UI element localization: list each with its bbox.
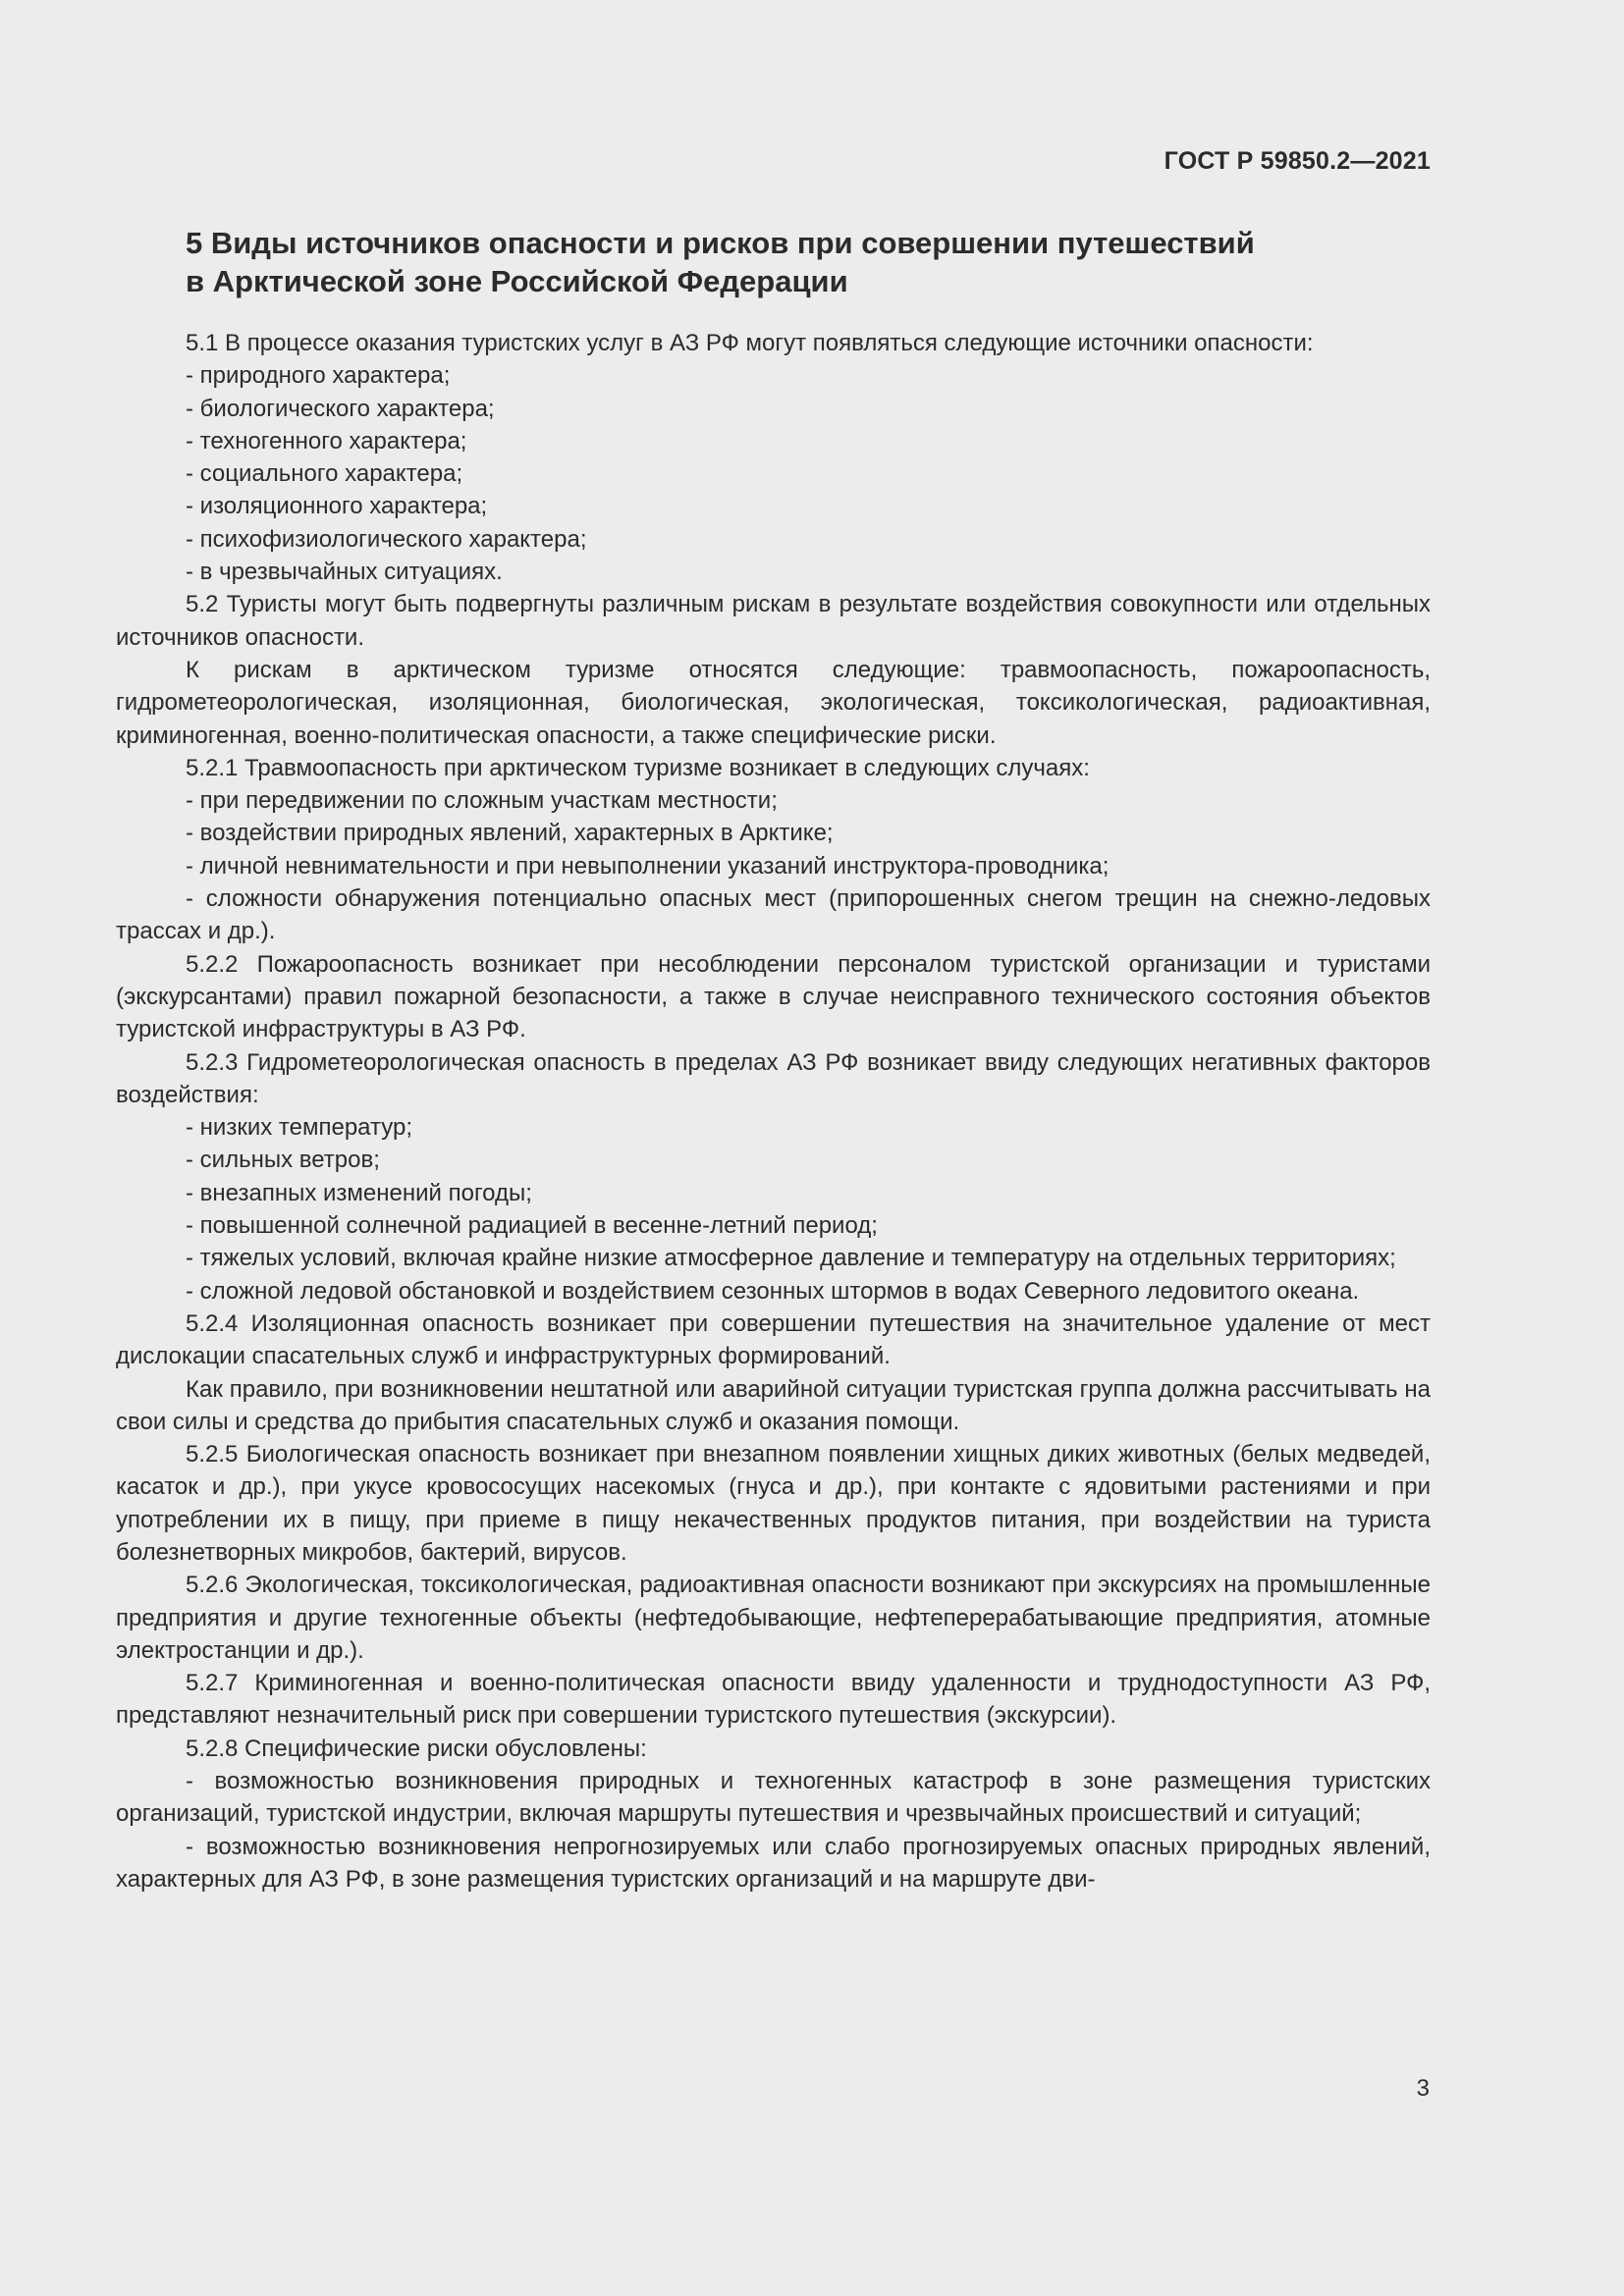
paragraph-5-2-4: 5.2.4 Изоляционная опасность возникает при совершении путешествия на значительное удаление от мест дислокации спасательных служб и инфраструктурных формирований. — [116, 1309, 1431, 1370]
list-item: - в чрезвычайных ситуациях. — [186, 559, 503, 586]
section-title-line-2: в Арктической зоне Российской Федерации — [186, 264, 848, 298]
list-item: - воздействии природных явлений, характерных в Арктике; — [186, 820, 834, 847]
page-number: 3 — [1416, 2075, 1430, 2102]
paragraph: К рискам в арктическом туризме относятся следующие: травмоопасность, пожароопасность, гидрометеорологическая, изоляционная, биологическая, экологическая, токсикологическая, радиоактивная, криминогенная, военно-политическая опасности, а также специфические риски. — [116, 656, 1431, 749]
paragraph-5-2-2: 5.2.2 Пожароопасность возникает при несоблюдении персоналом туристской организации и туристами (экскурсантами) правил пожарной безопасности, а также в случае неисправного технического состояния объектов туристской инфраструктуры в АЗ РФ. — [116, 950, 1431, 1043]
list-item: - при передвижении по сложным участкам местности; — [186, 787, 778, 815]
paragraph-5-2-6: 5.2.6 Экологическая, токсикологическая, радиоактивная опасности возникают при экскурсиях на промышленные предприятия и другие техногенные объекты (нефтедобывающие, нефтеперерабатывающие предприятия, атомные электростанции и др.). — [116, 1572, 1431, 1664]
list-item: - личной невнимательности и при невыполнении указаний инструктора-проводника; — [186, 852, 1110, 880]
list-item: - изоляционного характера; — [186, 493, 488, 520]
list-item: - природного характера; — [186, 362, 451, 390]
paragraph-5-1: 5.1 В процессе оказания туристских услуг в АЗ РФ могут появляться следующие источники опасности: — [186, 330, 1314, 356]
paragraph-5-2-7: 5.2.7 Криминогенная и военно-политическая опасности ввиду удаленности и труднодоступности АЗ РФ, представляют незначительный риск при совершении туристского путешествия (экскурсии). — [116, 1670, 1431, 1730]
list-item: - повышенной солнечной радиацией в весенне-летний период; — [186, 1212, 878, 1240]
document-id: ГОСТ Р 59850.2—2021 — [1164, 147, 1431, 175]
list-item: - внезапных изменений погоды; — [186, 1179, 532, 1206]
list-item: - сложной ледовой обстановкой и воздействием сезонных штормов в водах Северного ледовитого океана. — [186, 1277, 1360, 1305]
section-title — [186, 224, 1423, 300]
paragraph-5-2-8: 5.2.8 Специфические риски обусловлены: — [186, 1735, 647, 1762]
body-text — [116, 327, 1431, 1896]
list-item: - сильных ветров; — [186, 1147, 380, 1174]
list-item: - психофизиологического характера; — [186, 525, 587, 553]
section-title-line-1: 5 Виды источников опасности и рисков при совершении путешествий — [186, 226, 1255, 260]
list-item: - тяжелых условий, включая крайне низкие атмосферное давление и температуру на отдельных территориях; — [186, 1245, 1396, 1272]
list-item: - низких температур; — [186, 1114, 412, 1142]
list-item: - социального характера; — [186, 460, 463, 488]
paragraph: Как правило, при возникновении нештатной или аварийной ситуации туристская группа должна рассчитывать на свои силы и средства до прибытия спасательных служб и оказания помощи. — [116, 1375, 1431, 1435]
paragraph-5-2: 5.2 Туристы могут быть подвергнуты различным рискам в результате воздействия совокупности или отдельных источников опасности. — [116, 591, 1431, 651]
paragraph-5-2-1: 5.2.1 Травмоопасность при арктическом туризме возникает в следующих случаях: — [186, 754, 1090, 781]
list-item: - сложности обнаружения потенциально опасных мест (припорошенных снегом трещин на снежно-ледовых трассах и др.). — [116, 885, 1431, 945]
list-item: - возможностью возникновения природных и техногенных катастроф в зоне размещения туристских организаций, туристской индустрии, включая маршруты путешествия и чрезвычайных происшествий и ситуаций; — [116, 1768, 1431, 1828]
list-item: - возможностью возникновения непрогнозируемых или слабо прогнозируемых опасных природных явлений, характерных для АЗ РФ, в зоне размещения туристских организаций и на маршруте дви- — [116, 1833, 1431, 1893]
list-item: - биологического характера; — [186, 395, 495, 422]
paragraph-5-2-5: 5.2.5 Биологическая опасность возникает при внезапном появлении хищных диких животных (белых медведей, касаток и др.), при укусе кровососущих насекомых (гнуса и др.), при контакте с ядовитыми растениями и при употреблении их в пищу, при приеме в пищу некачественных продуктов питания, при воздействии на туриста болезнетворных микробов, бактерий, вирусов. — [116, 1441, 1431, 1566]
paragraph-5-2-3: 5.2.3 Гидрометеорологическая опасность в пределах АЗ РФ возникает ввиду следующих негативных факторов воздействия: — [116, 1048, 1431, 1108]
list-item: - техногенного характера; — [186, 427, 467, 454]
